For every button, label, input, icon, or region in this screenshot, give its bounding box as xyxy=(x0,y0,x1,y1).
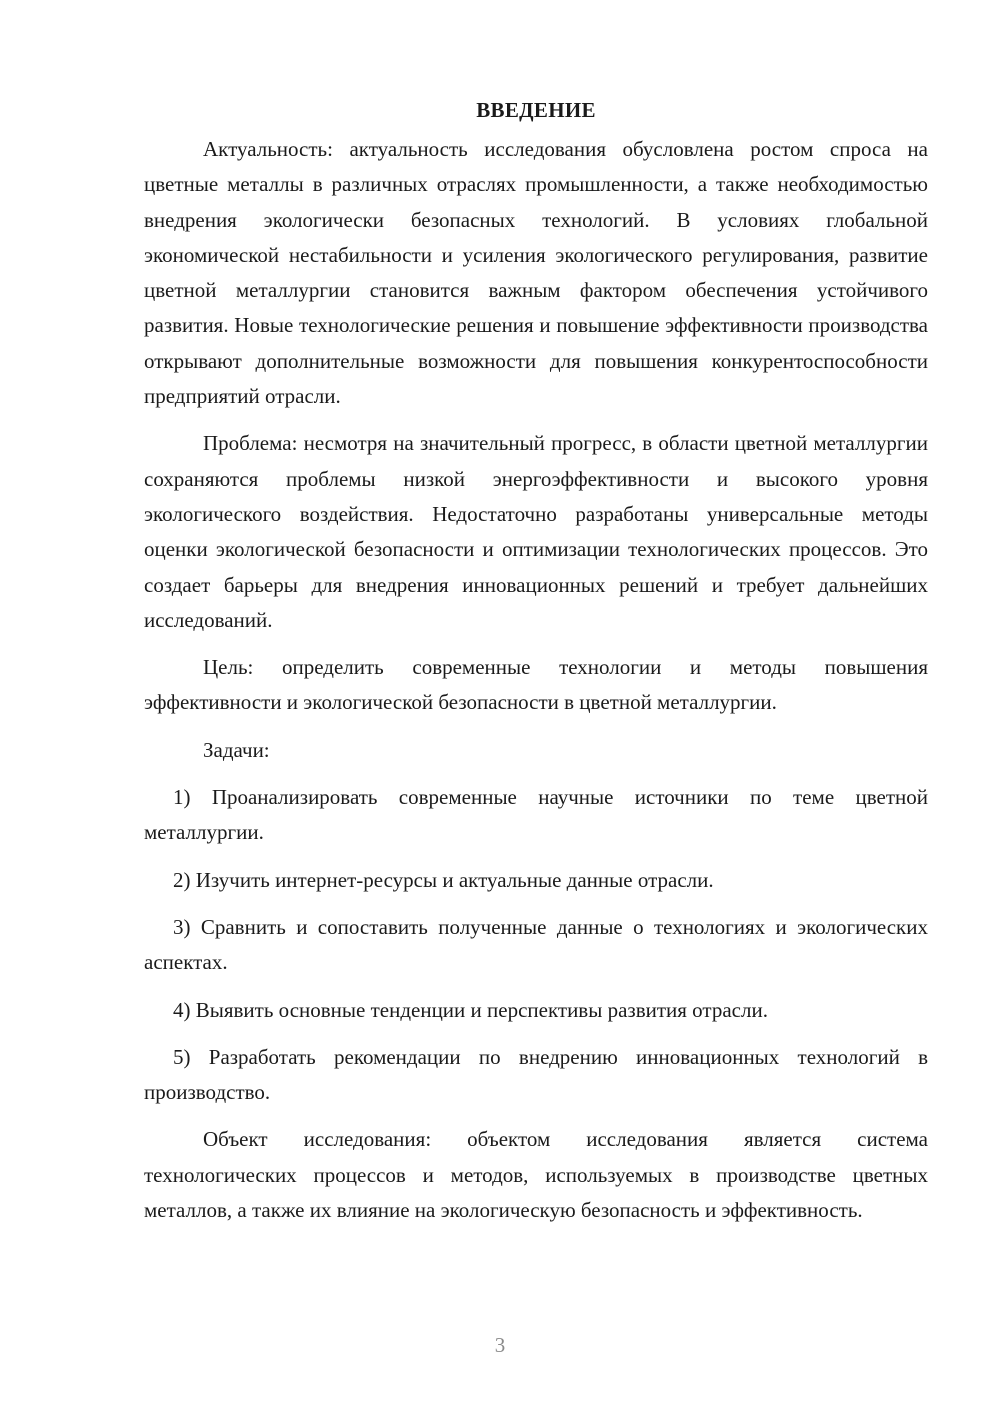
tasks-label: Задачи: xyxy=(203,737,270,762)
task-item: 3) Сравнить и сопоставить полученные данные о технологиях и экологических аспектах. xyxy=(144,914,928,975)
relevance-paragraph: Актуальность: актуальность исследования обусловлена ростом спроса на цветные металлы в различных отраслях промышленности, а также необходимостью внедрения экологически безопасных технологий. В условиях глобальной экономической нестабильности и усиления экологического регулирования, развитие цветной металлургии становится важным фактором обеспечения устойчивого развития. Новые технологические решения и повышение эффективности производства открывают дополнительные возможности для повышения конкурентоспособности предприятий отрасли. xyxy=(144,137,928,409)
task-item: 4) Выявить основные тенденции и перспективы развития отрасли. xyxy=(173,997,768,1022)
document-page xyxy=(144,92,928,1240)
task-item: 1) Проанализировать современные научные источники по теме цветной металлургии. xyxy=(144,785,928,845)
problem-paragraph: Проблема: несмотря на значительный прогресс, в области цветной металлургии сохраняются проблемы низкой энергоэффективности и высокого уровня экологического воздействия. Недостаточно разработаны универсальные методы оценки экологической безопасности и оптимизации технологических процессов. Это создает барьеры для внедрения инновационных решений и требует дальнейших исследований. xyxy=(144,431,928,632)
goal-paragraph: Цель: определить современные технологии и методы повышения эффективности и экологической безопасности в цветной металлургии. xyxy=(144,655,928,715)
task-item: 5) Разработать рекомендации по внедрению инновационных технологий в производство. xyxy=(144,1044,928,1105)
object-paragraph: Объект исследования: объектом исследования является система технологических процессов и методов, используемых в производстве цветных металлов, а также их влияние на экологическую безопасность и эффективность. xyxy=(144,1127,928,1223)
task-item: 2) Изучить интернет-ресурсы и актуальные данные отрасли. xyxy=(173,867,714,892)
section-heading: ВВЕДЕНИЕ xyxy=(476,98,596,122)
page-number: 3 xyxy=(494,1333,506,1357)
